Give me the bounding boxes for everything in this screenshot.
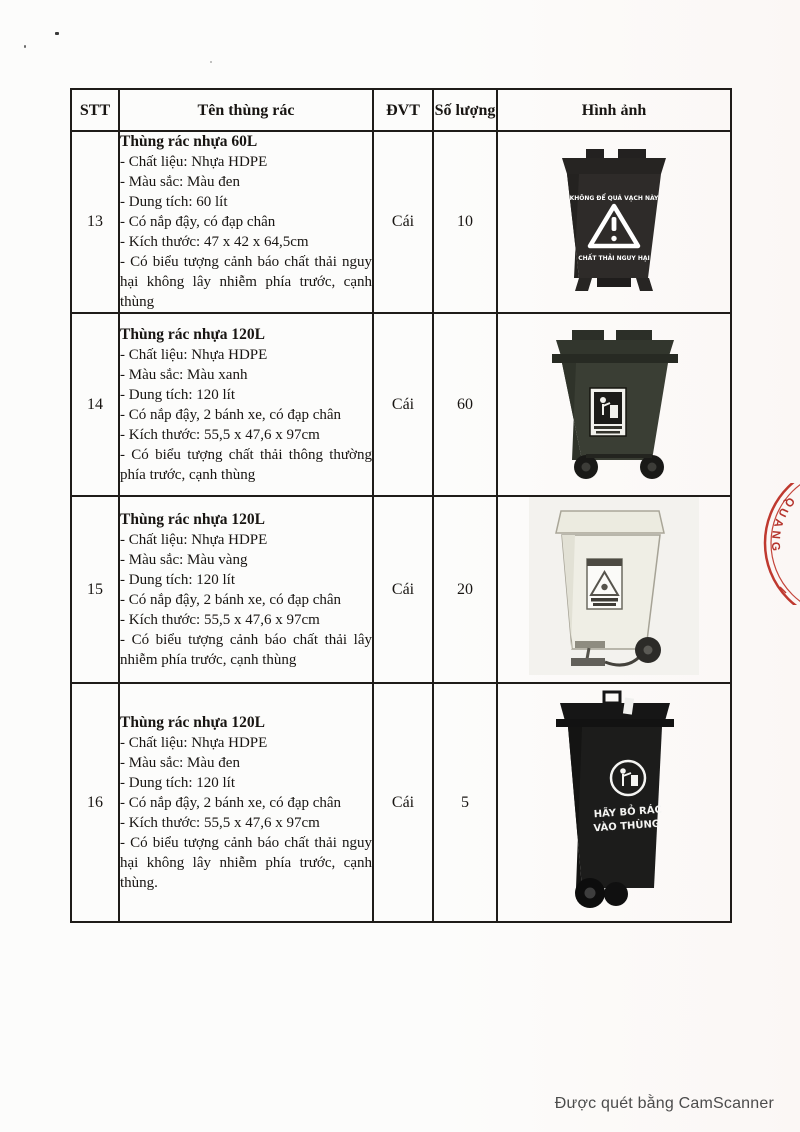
quantity-cell: 60 <box>433 313 497 496</box>
table-row <box>71 313 731 496</box>
bin-title: Thùng rác nhựa 60L <box>120 133 258 150</box>
spec-line: - Dung tích: 120 lít <box>120 386 235 403</box>
green-wheeled-bin-120l-photo <box>528 318 700 486</box>
stt-cell: 14 <box>71 313 119 496</box>
name-cell <box>119 313 373 496</box>
spec-line: - Màu sắc: Màu vàng <box>120 551 248 568</box>
stt-cell: 16 <box>71 683 119 922</box>
stt-cell: 15 <box>71 496 119 683</box>
camscanner-watermark: Được quét bằng CamScanner <box>554 1095 774 1112</box>
dispose-litter-label <box>590 388 626 436</box>
spec-line: - Có nắp đậy, 2 bánh xe, có đạp chân <box>120 591 342 608</box>
header-name: Tên thùng rác <box>119 89 373 131</box>
spec-line: - Có biểu tượng cảnh báo chất thải lây nhiễm phía trước, cạnh thùng <box>120 631 372 668</box>
header-quantity: Số lượng <box>433 89 497 131</box>
spec-line: - Dung tích: 60 lít <box>120 194 228 210</box>
image-cell <box>497 496 731 683</box>
unit-cell: Cái <box>373 313 433 496</box>
spec-line: - Có biểu tượng cảnh báo chất thải nguy hại không lây nhiễm phía trước, cạnh thùng <box>120 254 372 310</box>
spec-line: - Màu sắc: Màu đen <box>120 174 240 190</box>
spec-line: - Có nắp đậy, có đạp chân <box>120 214 276 230</box>
spec-line: - Kích thước: 55,5 x 47,6 x 97cm <box>120 426 320 443</box>
spec-line: - Chất liệu: Nhựa HDPE <box>120 531 268 548</box>
name-cell <box>119 131 373 313</box>
image-cell <box>497 131 731 313</box>
black-wheeled-bin-120l-photo <box>528 690 700 910</box>
yellow-pedal-wheeled-bin-120l-photo <box>529 497 699 677</box>
table-row <box>71 496 731 683</box>
spec-line: - Màu sắc: Màu xanh <box>120 366 248 383</box>
unit-cell: Cái <box>373 496 433 683</box>
header-stt: STT <box>71 89 119 131</box>
spec-line: - Có nắp đậy, 2 bánh xe, có đạp chân <box>120 794 342 811</box>
bin-title: Thùng rác nhựa 120L <box>120 325 265 343</box>
header-row <box>71 89 731 131</box>
spec-line: - Dung tích: 120 lít <box>120 571 235 588</box>
red-official-stamp-partial <box>742 483 800 605</box>
bin-title: Thùng rác nhựa 120L <box>120 510 265 528</box>
infectious-waste-label <box>587 559 622 609</box>
bin-bottom-label: CHẤT THẢI NGUY HẠI <box>578 254 650 262</box>
pedal <box>575 641 605 648</box>
table-row <box>71 131 731 313</box>
pedal <box>597 278 631 287</box>
unit-cell: Cái <box>373 683 433 922</box>
spec-line: - Chất liệu: Nhựa HDPE <box>120 346 268 363</box>
quantity-cell: 10 <box>433 131 497 313</box>
svg-text:QUANG <box>769 495 797 556</box>
trash-bin-spec-table <box>70 88 732 923</box>
lid-handle <box>604 692 620 703</box>
black-pedal-bin-60l-photo <box>534 140 694 300</box>
quantity-cell: 5 <box>433 683 497 922</box>
spec-line: - Màu sắc: Màu đen <box>120 754 240 771</box>
scan-speck <box>210 61 212 63</box>
stt-cell: 13 <box>71 131 119 313</box>
header-image: Hình ảnh <box>497 89 731 131</box>
name-cell <box>119 496 373 683</box>
unit-cell: Cái <box>373 131 433 313</box>
bin-slogan-line1: HÃY BỎ RÁC <box>593 804 663 821</box>
image-cell <box>497 313 731 496</box>
quantity-cell: 20 <box>433 496 497 683</box>
spec-line: - Kích thước: 55,5 x 47,6 x 97cm <box>120 611 320 628</box>
header-unit: ĐVT <box>373 89 433 131</box>
bin-title: Thùng rác nhựa 120L <box>120 713 265 731</box>
spec-line: - Có biểu tượng chất thải thông thường phía trước, cạnh thùng <box>120 446 372 483</box>
stamp-text: QUANG <box>768 494 797 556</box>
name-cell <box>119 683 373 922</box>
spec-line: - Có nắp đậy, 2 bánh xe, có đạp chân <box>120 406 342 423</box>
spec-line: - Chất liệu: Nhựa HDPE <box>120 734 268 751</box>
spec-line: - Kích thước: 55,5 x 47,6 x 97cm <box>120 814 320 831</box>
scan-speck <box>55 32 59 35</box>
image-cell <box>497 683 731 922</box>
bin-top-label: KHÔNG ĐỂ QUÁ VẠCH NÀY <box>569 194 659 202</box>
table-row <box>71 683 731 922</box>
scan-speck <box>24 45 26 48</box>
spec-line: - Có biểu tượng cảnh báo chất thải nguy hại không lây nhiễm phía trước, cạnh thùng. <box>120 834 372 891</box>
spec-line: - Kích thước: 47 x 42 x 64,5cm <box>120 234 309 250</box>
rear-wheel <box>604 882 628 906</box>
bin-slogan-line2: VÀO THÙNG <box>593 818 661 835</box>
spec-line: - Chất liệu: Nhựa HDPE <box>120 154 268 170</box>
spec-line: - Dung tích: 120 lít <box>120 774 235 791</box>
